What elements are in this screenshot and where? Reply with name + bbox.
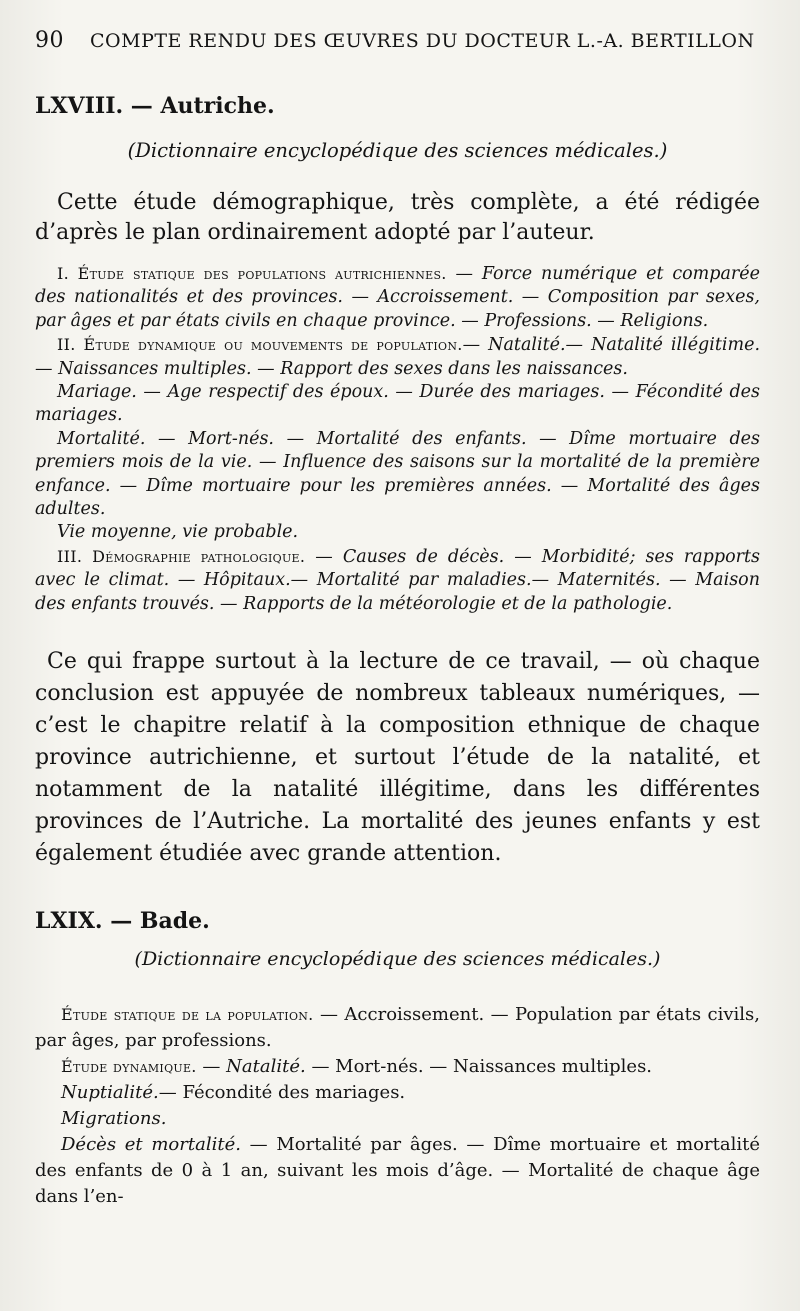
outline-item-2 bbox=[35, 333, 760, 381]
chapter-title-autriche: LXVIII. — Autriche. bbox=[35, 93, 275, 119]
outline-text: — Fécondité des mariages. bbox=[158, 1082, 406, 1104]
intro-paragraph: Cette étude démographique, très complète, a été rédigée d’après le plan ordinairement adopté par l’auteur. bbox=[35, 190, 760, 245]
outline-italic: Migrations. bbox=[61, 1108, 167, 1130]
outline-heading: Étude statique de la population. bbox=[61, 1005, 314, 1025]
outline-item-5 bbox=[35, 1132, 760, 1210]
outline-text: Mariage. — Age respectif des époux. — Durée des mariages. — Fécondité des mariages. bbox=[35, 382, 760, 426]
chapter-title-bade: LXIX. — Bade. bbox=[35, 908, 210, 935]
outline-text: — Force numérique et comparée des nationalités et des provinces. — Accroissement. — Composition par sexes, par âges et par états civils en chaque province. — Professions. — Religions. bbox=[35, 264, 760, 331]
source-citation: (Dictionnaire encyclopédique des sciences médicales.) bbox=[127, 139, 668, 162]
running-title: COMPTE RENDU DES ŒUVRES DU DOCTEUR L.-A. BERTILLON bbox=[90, 30, 755, 52]
outline-item-1 bbox=[35, 1002, 760, 1054]
outline-heading: I. Étude statique des populations autrichiennes. bbox=[57, 264, 447, 283]
outline-text: — Mortalité par âges. — Dîme mortuaire et mortalité des enfants de 0 à 1 an, suivant les mois d’âge. — Mortalité de chaque âge dans l’en- bbox=[35, 1134, 760, 1208]
outline-text: — Natalité.— Natalité illégitime. — Naissances multiples. — Rapport des sexes dans les naissances. bbox=[35, 335, 761, 379]
outline-item-1 bbox=[35, 262, 760, 333]
outline-separator: — bbox=[196, 1056, 227, 1078]
outline-italic: Natalité. bbox=[226, 1056, 306, 1078]
outline-bade bbox=[35, 1002, 760, 1210]
outline-italic: Décès et mortalité. bbox=[61, 1134, 241, 1156]
outline-text: — Accroissement. — Population par états civils, par âges, par professions. bbox=[35, 1004, 760, 1052]
outline-text: Mortalité. — Mort-nés. — Mortalité des enfants. — Dîme mortuaire des premiers mois de la vie. — Influence des saisons sur la mortalité de la première enfance. — Dîme mortuaire pour les premières années. — Mortalité des âges adultes. bbox=[35, 428, 760, 520]
body-paragraph: Ce qui frappe surtout à la lecture de ce travail, — où chaque conclusion est appuyée de nombreux tableaux numériques, — c’est le chapitre relatif à la composition ethnique de chaque province autrichienne, et surtout l’étude de la natalité, et notamment de la natalité illégitime, dans les différentes provinces de l’Autriche. La mortalité des jeunes enfants y est également étudiée avec grande attention. bbox=[35, 649, 760, 867]
outline-item-3 bbox=[35, 381, 760, 428]
page-header bbox=[35, 28, 760, 53]
outline-italic: Nuptialité. bbox=[61, 1082, 159, 1104]
outline-item-5 bbox=[35, 521, 760, 544]
outline-heading: III. Démographie pathologique. bbox=[57, 546, 306, 566]
outline-autriche bbox=[35, 262, 760, 616]
outline-text: — Causes de décès. — Morbidité; ses rapports avec le climat. — Hôpitaux.— Mortalité par maladies.— Maternités. — Maison des enfants trouvés. — Rapports de la météorologie et de la pathologie. bbox=[35, 546, 760, 614]
outline-text: Vie moyenne, vie probable. bbox=[57, 522, 299, 543]
outline-item-2 bbox=[35, 1054, 760, 1080]
outline-item-3 bbox=[35, 1080, 760, 1106]
outline-text: — Mort-nés. — Naissances multiples. bbox=[305, 1056, 653, 1078]
source-citation: (Dictionnaire encyclopédique des sciences médicales.) bbox=[134, 948, 661, 971]
outline-heading: Étude dynamique. bbox=[61, 1057, 197, 1077]
outline-item-4 bbox=[35, 1106, 760, 1132]
outline-heading: II. Étude dynamique ou mouvements de population. bbox=[57, 335, 463, 355]
page-number: 90 bbox=[35, 28, 64, 53]
outline-item-4 bbox=[35, 428, 760, 522]
outline-item-6 bbox=[35, 545, 760, 616]
